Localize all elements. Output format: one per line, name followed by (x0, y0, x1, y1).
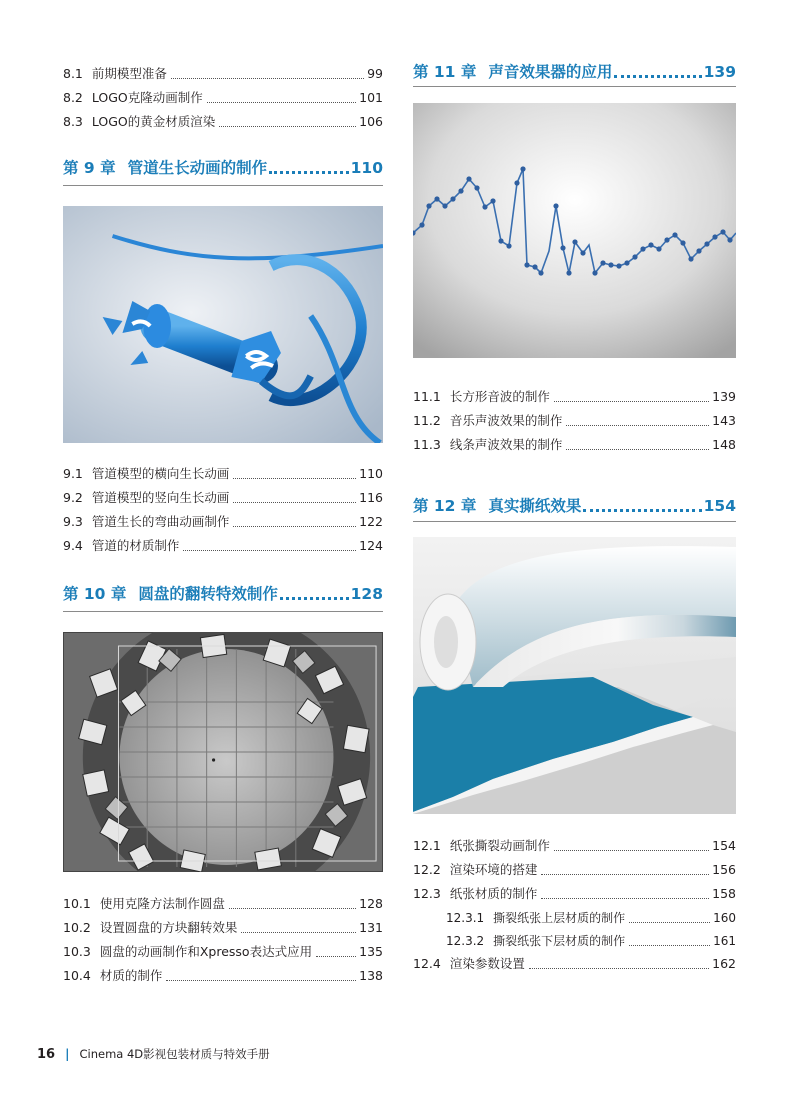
toc-item-12-1[interactable]: 12.1 纸张撕裂动画制作 154 (413, 838, 736, 853)
toc-item-8-1[interactable]: 8.1 前期模型准备 99 (63, 66, 383, 81)
dot-leader (233, 477, 356, 479)
dot-leader (529, 967, 709, 969)
dot-leader (629, 944, 710, 946)
dot-leader (207, 101, 356, 103)
toc-item-12-3[interactable]: 12.3 纸张材质的制作 158 (413, 886, 736, 901)
dot-leader (233, 501, 356, 503)
page-footer (37, 1046, 270, 1062)
chapter-12-illustration (413, 537, 736, 814)
dot-leader (171, 77, 364, 79)
toc-item-10-2[interactable]: 10.2 设置圆盘的方块翻转效果 131 (63, 920, 383, 935)
toc-item-9-2[interactable]: 9.2 管道模型的竖向生长动画 116 (63, 490, 383, 505)
dot-leader (614, 74, 701, 78)
toc-item-12-4[interactable]: 12.4 渲染参数设置 162 (413, 956, 736, 971)
toc-item-12-3-2[interactable]: 12.3.2 撕裂纸张下层材质的制作 161 (446, 934, 736, 948)
dot-leader (269, 170, 349, 174)
chapter-rule (413, 521, 736, 522)
dot-leader (280, 596, 349, 600)
dot-leader (233, 525, 356, 527)
toc-item-12-2[interactable]: 12.2 渲染环境的搭建 156 (413, 862, 736, 877)
book-title: Cinema 4D影视包装材质与特效手册 (79, 1047, 270, 1061)
chapter-10-heading[interactable]: 第 10 章 圆盘的翻转特效制作 128 (63, 585, 383, 603)
toc-item-10-4[interactable]: 10.4 材质的制作 138 (63, 968, 383, 983)
chapter-9-illustration (63, 206, 383, 443)
dot-leader (629, 921, 710, 923)
toc-item-9-4[interactable]: 9.4 管道的材质制作 124 (63, 538, 383, 553)
chapter-rule (63, 185, 383, 186)
chapter-9-heading[interactable]: 第 9 章 管道生长动画的制作 110 (63, 159, 383, 177)
toc-item-11-3[interactable]: 11.3 线条声波效果的制作 148 (413, 437, 736, 452)
dot-leader (554, 400, 709, 402)
dot-leader (241, 931, 356, 933)
chapter-11-heading[interactable]: 第 11 章 声音效果器的应用 139 (413, 63, 736, 81)
chapter-11-illustration (413, 103, 736, 358)
dot-leader (566, 424, 709, 426)
page-number: 16 (37, 1046, 56, 1062)
toc-item-9-1[interactable]: 9.1 管道模型的横向生长动画 110 (63, 466, 383, 481)
chapter-rule (413, 86, 736, 87)
dot-leader (541, 873, 709, 875)
dot-leader (554, 849, 709, 851)
toc-item-11-1[interactable]: 11.1 长方形音波的制作 139 (413, 389, 736, 404)
dot-leader (566, 448, 709, 450)
toc-item-10-3[interactable]: 10.3 圆盘的动画制作和Xpresso表达式应用 135 (63, 944, 383, 959)
toc-item-10-1[interactable]: 10.1 使用克隆方法制作圆盘 128 (63, 896, 383, 911)
toc-item-12-3-1[interactable]: 12.3.1 撕裂纸张上层材质的制作 160 (446, 911, 736, 925)
toc-item-11-2[interactable]: 11.2 音乐声波效果的制作 143 (413, 413, 736, 428)
toc-item-8-2[interactable]: 8.2 LOGO克隆动画制作 101 (63, 90, 383, 105)
dot-leader (183, 549, 356, 551)
chapter-12-heading[interactable]: 第 12 章 真实撕纸效果 154 (413, 497, 736, 515)
dot-leader (229, 907, 356, 909)
dot-leader (541, 897, 709, 899)
dot-leader (219, 125, 356, 127)
chapter-10-illustration (63, 632, 383, 872)
footer-separator: | (65, 1047, 70, 1061)
dot-leader (166, 979, 356, 981)
dot-leader (583, 508, 701, 512)
toc-item-8-3[interactable]: 8.3 LOGO的黄金材质渲染 106 (63, 114, 383, 129)
chapter-rule (63, 611, 383, 612)
toc-item-9-3[interactable]: 9.3 管道生长的弯曲动画制作 122 (63, 514, 383, 529)
dot-leader (316, 955, 356, 957)
